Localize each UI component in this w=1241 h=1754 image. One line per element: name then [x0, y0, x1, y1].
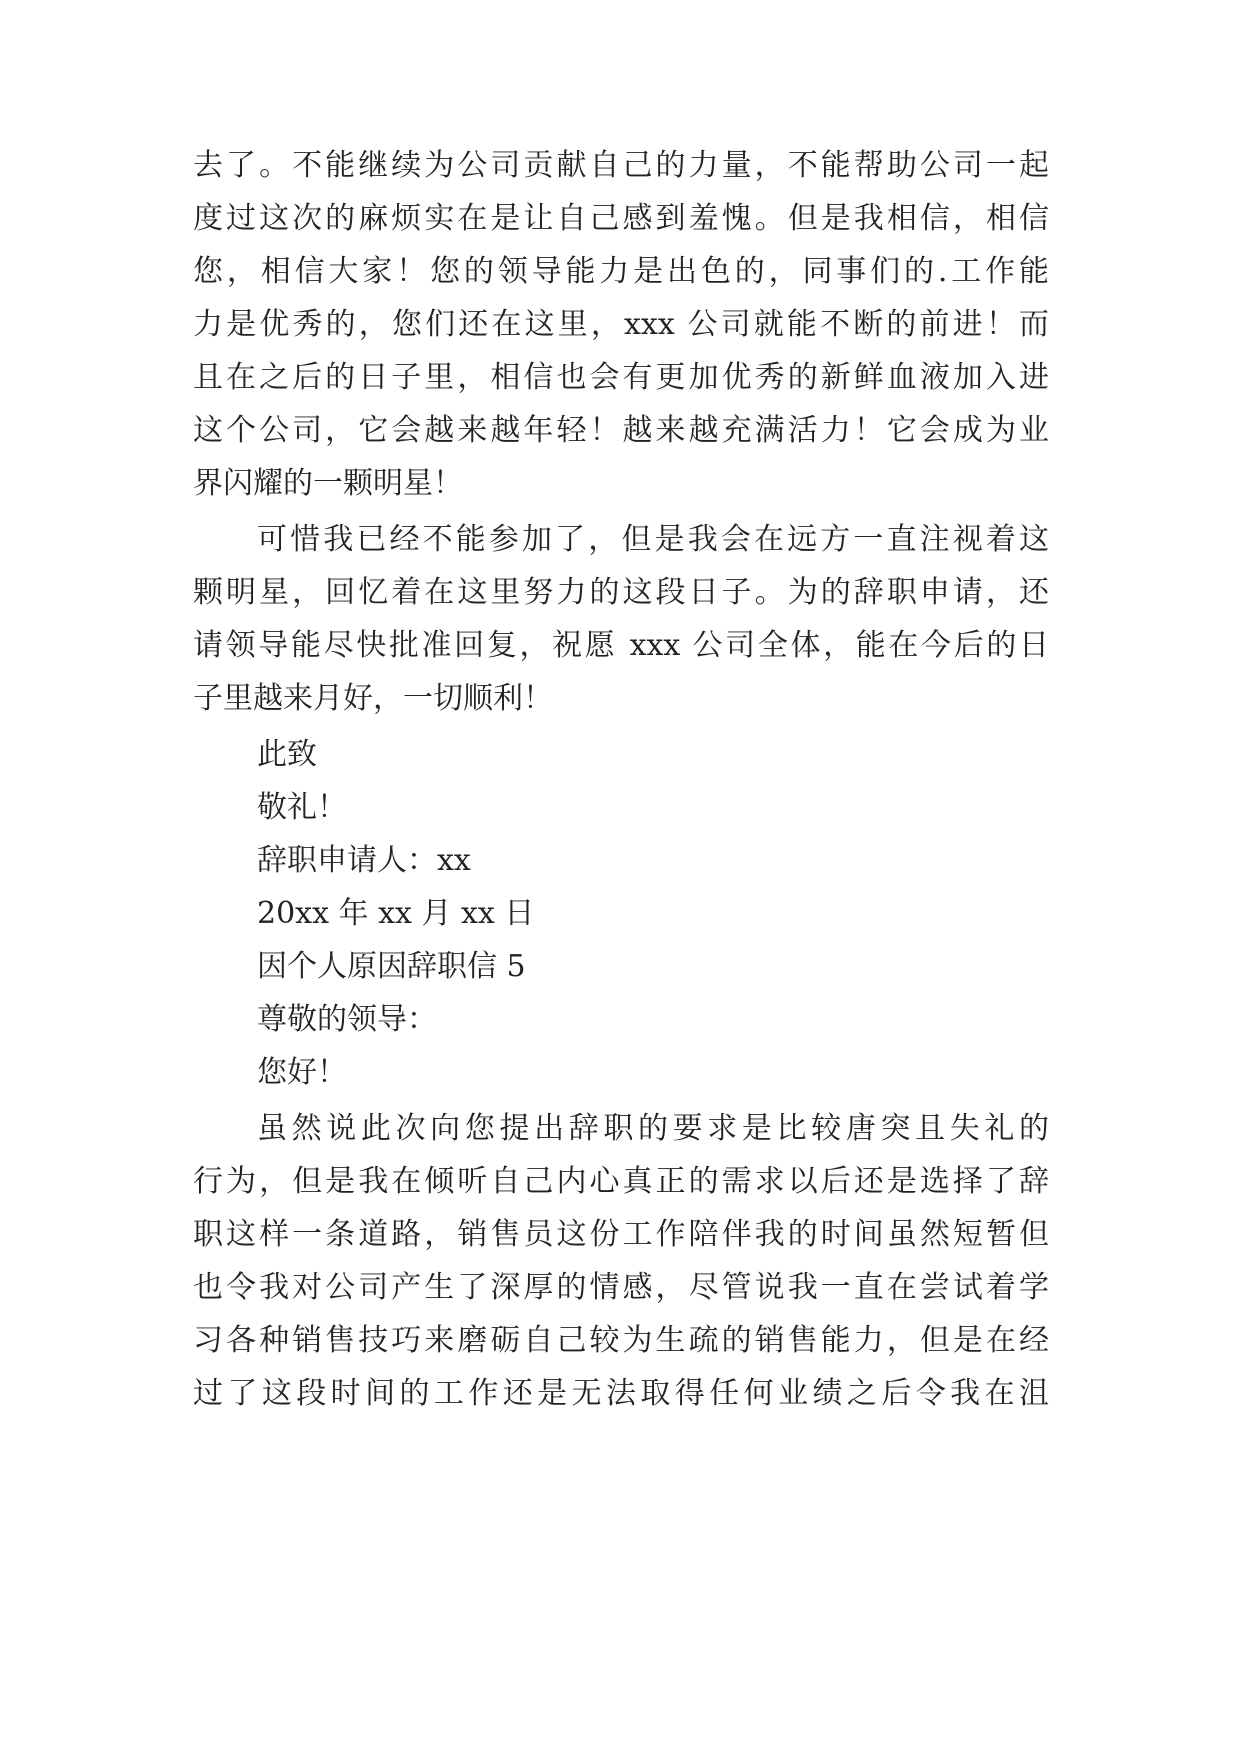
body-line: 您，相信大家！您的领导能力是出色的，同事们的.工作能 — [193, 254, 1049, 289]
paragraph-first-line: 虽然说此次向您提出辞职的要求是比较唐突且失礼的 — [257, 1111, 1049, 1146]
body-line: 过了这段时间的工作还是无法取得任何业绩之后令我在沮 — [193, 1376, 1049, 1411]
body-line: 行为，但是我在倾听自己内心真正的需求以后还是选择了辞 — [193, 1164, 1049, 1199]
body-line: 力是优秀的，您们还在这里，xxx 公司就能不断的前进！而 — [193, 307, 1049, 342]
body-line: 去了。不能继续为公司贡献自己的力量，不能帮助公司一起 — [193, 148, 1049, 183]
body-line: 职这样一条道路，销售员这份工作陪伴我的时间虽然短暂但 — [193, 1217, 1049, 1252]
body-line: 习各种销售技巧来磨砺自己较为生疏的销售能力，但是在经 — [193, 1323, 1049, 1358]
closing-salutation: 此致 — [257, 737, 317, 772]
body-line: 界闪耀的一颗明星！ — [193, 466, 463, 501]
signature-line: 辞职申请人：xx — [257, 843, 471, 878]
body-line: 度过这次的麻烦实在是让自己感到羞愧。但是我相信，相信 — [193, 201, 1049, 236]
greeting-recipient: 尊敬的领导： — [257, 1002, 437, 1037]
closing-regards: 敬礼！ — [257, 790, 347, 825]
section-title: 因个人原因辞职信 5 — [257, 949, 526, 984]
date-line: 20xx 年 xx 月 xx 日 — [257, 896, 535, 931]
greeting: 您好！ — [257, 1055, 347, 1090]
body-line: 且在之后的日子里，相信也会有更加优秀的新鲜血液加入进 — [193, 360, 1049, 395]
body-line: 子里越来月好，一切顺利！ — [193, 681, 553, 716]
body-line: 也令我对公司产生了深厚的情感，尽管说我一直在尝试着学 — [193, 1270, 1049, 1305]
body-line: 这个公司，它会越来越年轻！越来越充满活力！它会成为业 — [193, 413, 1049, 448]
body-line: 请领导能尽快批准回复，祝愿 xxx 公司全体，能在今后的日 — [193, 628, 1049, 663]
body-line: 颗明星，回忆着在这里努力的这段日子。为的辞职申请，还 — [193, 575, 1049, 610]
paragraph-first-line: 可惜我已经不能参加了，但是我会在远方一直注视着这 — [257, 522, 1049, 557]
